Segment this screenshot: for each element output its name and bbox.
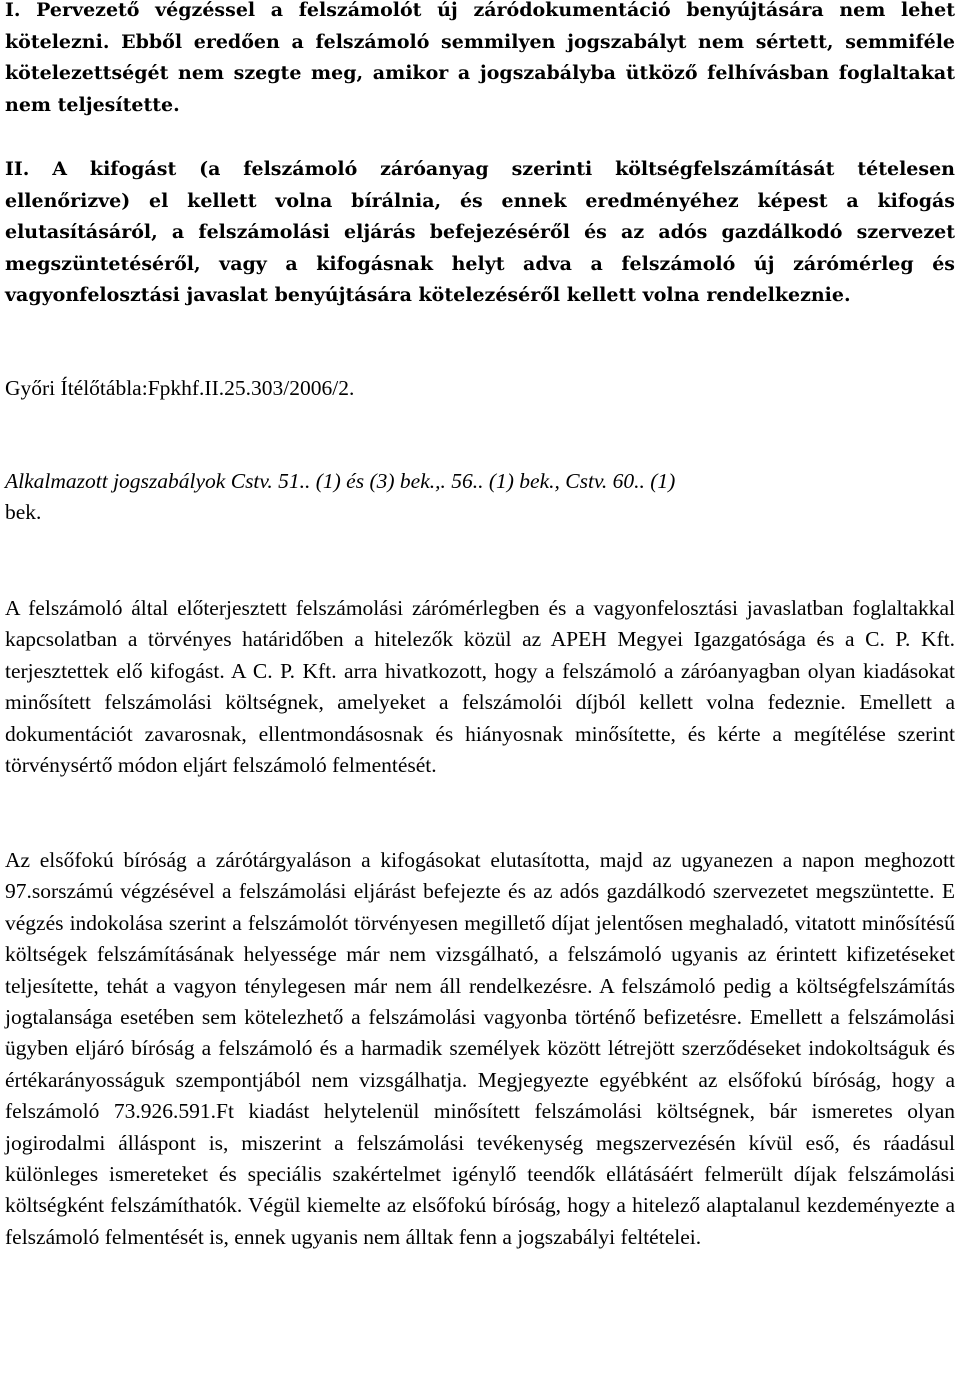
paragraph-facts-1: A felszámoló által előterjesztett felszámolási zárómérlegben és a vagyonfelosztási javaslatban foglaltakkal kapcsolatban a törvényes határidőben a hitelezők közül az APEH Megyei Igazgatósága és a C. P. Kft. terjesztettek elő kifogást. A C. P. Kft. arra hivatkozott, hogy a felszámoló a záróanyagban olyan kiadásokat minősített felszámolási költségnek, amelyeket a felszámolói díjból kellett volna fedeznie. Emellett a dokumentációt zavarosnak, ellentmondásosnak és hiányosnak minősítette, és kérte a megítélése szerint törvénysértő módon eljárt felszámoló felmentését. [5, 596, 955, 778]
applied-legislation [5, 466, 955, 529]
paragraph-principle-1: I. Pervezető végzéssel a felszámolót új záródokumentáció benyújtására nem lehet kötelezni. Ebből eredően a felszámoló semmilyen jogszabályt nem sértett, semmiféle kötelezettségét nem szegte meg, amikor a jogszabályba ütköző felhívásban foglaltakat nem teljesítette. [5, 0, 955, 116]
paragraph-principle-2: II. A kifogást (a felszámoló záróanyag szerinti költségfelszámítását tételesen ellenőrizve) el kellett volna bírálnia, és ennek eredményéhez képest a kifogás elutasításáról, a felszámolási eljárás befejezéséről és az adós gazdálkodó szervezet megszüntetéséről, vagy a kifogásnak helyt adva a felszámoló új zárómérleg és vagyonfelosztási javaslat benyújtására kötelezéséről kellett volna rendelkeznie. [5, 158, 955, 306]
paragraph-facts-2: Az elsőfokú bíróság a zárótárgyaláson a kifogásokat elutasította, majd az ugyanezen a napon meghozott 97.sorszámú végzésével a felszámolási eljárást befejezte és az adós gazdálkodó szervezetet megszüntette. E végzés indokolása szerint a felszámolót törvényesen megillető díjat jelentősen meghaladó, vitatott minősítésű költségek felszámításának helyessége már nem vizsgálható, a felszámoló ugyanis az érintett kifizetéseket teljesítette, tehát a vagyon ténylegesen már nem áll rendelkezésre. A felszámoló pedig a költségfelszámítás jogtalansága esetében sem kötelezhető a felszámolási vagyonba történő befizetésre. Emellett a felszámolási ügyben eljáró bíróság a felszámoló és a harmadik személyek között létrejött szerződéseket indokoltságuk és értékarányosságuk szempontjából nem vizsgálhatja. Megjegyezte egyébként az elsőfokú bíróság, hogy a felszámoló 73.926.591.Ft kiadást helytelenül minősített felszámolási költségnek, bár ismeretes olyan jogirodalmi álláspont is, miszerint a felszámolási tevékenység megszervezésén kívül eső, és ráadásul különleges ismereteket és speciális szakértelmet igénylő teendők ellátásáért felmerült díjak felszámolási költségként felszámíthatók. Végül kiemelte az elsőfokú bíróság, hogy a hitelező alaptalanul kezdeményezte a felszámoló felmentését is, ennek ugyanis nem álltak fenn a jogszabályi feltételei. [5, 848, 955, 1249]
applied-legislation-tail: bek. [5, 500, 42, 525]
applied-legislation-italic: Alkalmazott jogszabályok Cstv. 51.. (1) és (3) bek.,. 56.. (1) bek., Cstv. 60.. (1) [5, 469, 676, 493]
court-reference: Győri Ítélőtábla:Fpkhf.II.25.303/2006/2. [5, 376, 355, 400]
